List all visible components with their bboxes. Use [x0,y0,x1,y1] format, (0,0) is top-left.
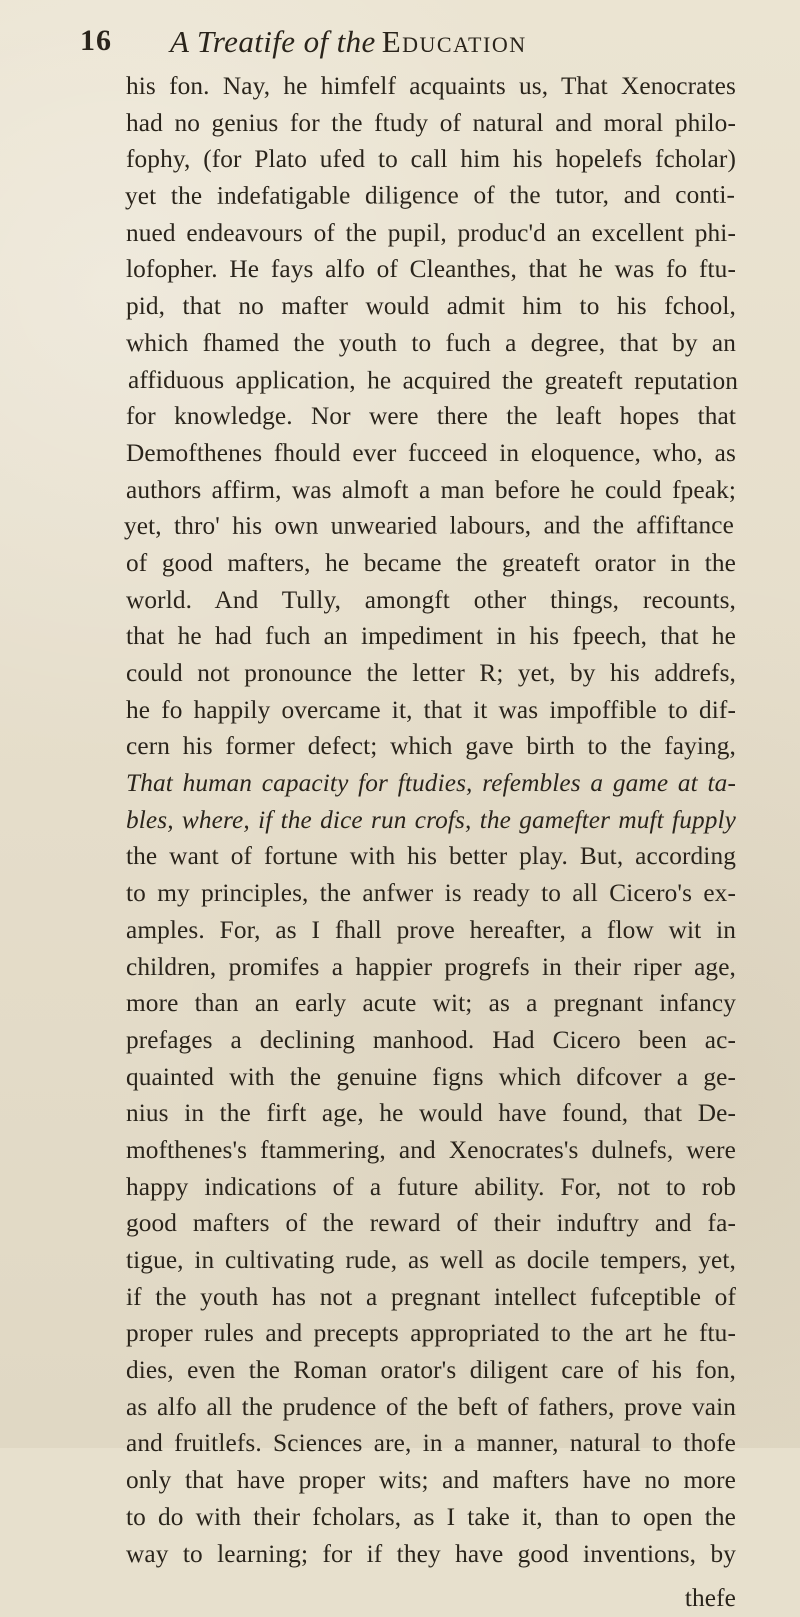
text-line: authors affirm, was almoft a man before he could fpeak; [126,475,736,504]
text-line: more than an early acute wit; as a pregnant infancy [126,989,736,1018]
text-line: bles, where, if the dice run crofs, the gamefter muft fupply [126,805,736,834]
text-line: mofthenes's ftammering, and Xenocrates's dulnefs, were [126,1135,736,1164]
text-line: to my principles, the anfwer is ready to all Cicero's ex- [126,879,736,908]
text-line: which fhamed the youth to fuch a degree, that by an [126,328,736,357]
text-line: lofopher. He fays alfo of Cleanthes, that he was fo ftu- [126,255,736,284]
text-line: yet, thro' his own unwearied labours, and the affiftance [123,511,735,541]
text-line: he fo happily overcame it, that it was impoffible to dif- [126,695,736,724]
text-line: Demofthenes fhould ever fucceed in eloquence, who, as [126,438,736,467]
text-line: good mafters of the reward of their induftry and fa- [126,1209,736,1238]
text-line: nued endeavours of the pupil, produc'd an excellent phi- [126,218,736,247]
text-line: that he had fuch an impediment in his fpeech, that he [126,622,736,651]
text-line: way to learning; for if they have good inventions, by [126,1539,736,1568]
text-line: and fruitlefs. Sciences are, in a manner, natural to thofe [126,1429,736,1458]
text-line: for knowledge. Nor were there the leaft hopes that [126,402,736,431]
text-line: as alfo all the prudence of the beft of fathers, prove vain [126,1392,736,1421]
catchword-spacer [126,1572,736,1580]
running-title-prefix: A Treatife of the [170,24,376,59]
text-line: amples. For, as I fhall prove hereafter, a flow wit in [126,915,736,944]
catchword: thefe [684,1584,736,1613]
text-line: yet the indefatigable diligence of the tutor, and conti- [124,180,736,211]
text-line: happy indications of a future ability. For, not to rob [126,1172,736,1201]
text-line: had no genius for the ftudy of natural and moral philo- [126,108,736,137]
text-line: That human capacity for ftudies, refembles a game at ta- [126,769,736,798]
body-text [123,68,739,1617]
text-line: proper rules and precepts appropriated to the art he ftu- [126,1319,736,1348]
text-line: children, promifes a happier progrefs in their riper age, [126,952,736,981]
text-line: cern his former defect; which gave birth to the faying, [126,732,736,761]
text-line: world. And Tully, amongft other things, recounts, [126,585,736,614]
running-title [170,20,527,64]
text-line: could not pronounce the letter R; yet, by his addrefs, [126,659,736,687]
text-line: if the youth has not a pregnant intellect fufceptible of [126,1282,736,1311]
text-line: tigue, in cultivating rude, as well as docile tempers, yet, [126,1246,736,1274]
text-line: the want of fortune with his better play. But, according [126,842,736,871]
text-line: to do with their fcholars, as I take it, than to open the [126,1502,736,1531]
running-header [80,20,750,70]
page-number: 16 [80,24,112,57]
text-line: dies, even the Roman orator's diligent care of his fon, [126,1356,736,1385]
text-line: only that have proper wits; and mafters have no more [126,1466,736,1495]
text-line: of good mafters, he became the greateft orator in the [126,548,736,577]
text-line: pid, that no mafter would admit him to his fchool, [126,292,736,321]
text-line: nius in the firft age, he would have found, that De- [126,1099,736,1128]
text-line: fophy, (for Plato ufed to call him his hopelefs fcholar) [126,145,736,174]
text-line: quainted with the genuine figns which difcover a ge- [126,1062,736,1091]
running-title-main: Education [381,24,527,59]
text-line: affiduous application, he acquired the greateft reputation [127,365,739,395]
text-line: prefages a declining manhood. Had Cicero been ac- [126,1025,736,1054]
text-line: his fon. Nay, he himfelf acquaints us, That Xenocrates [126,72,736,100]
